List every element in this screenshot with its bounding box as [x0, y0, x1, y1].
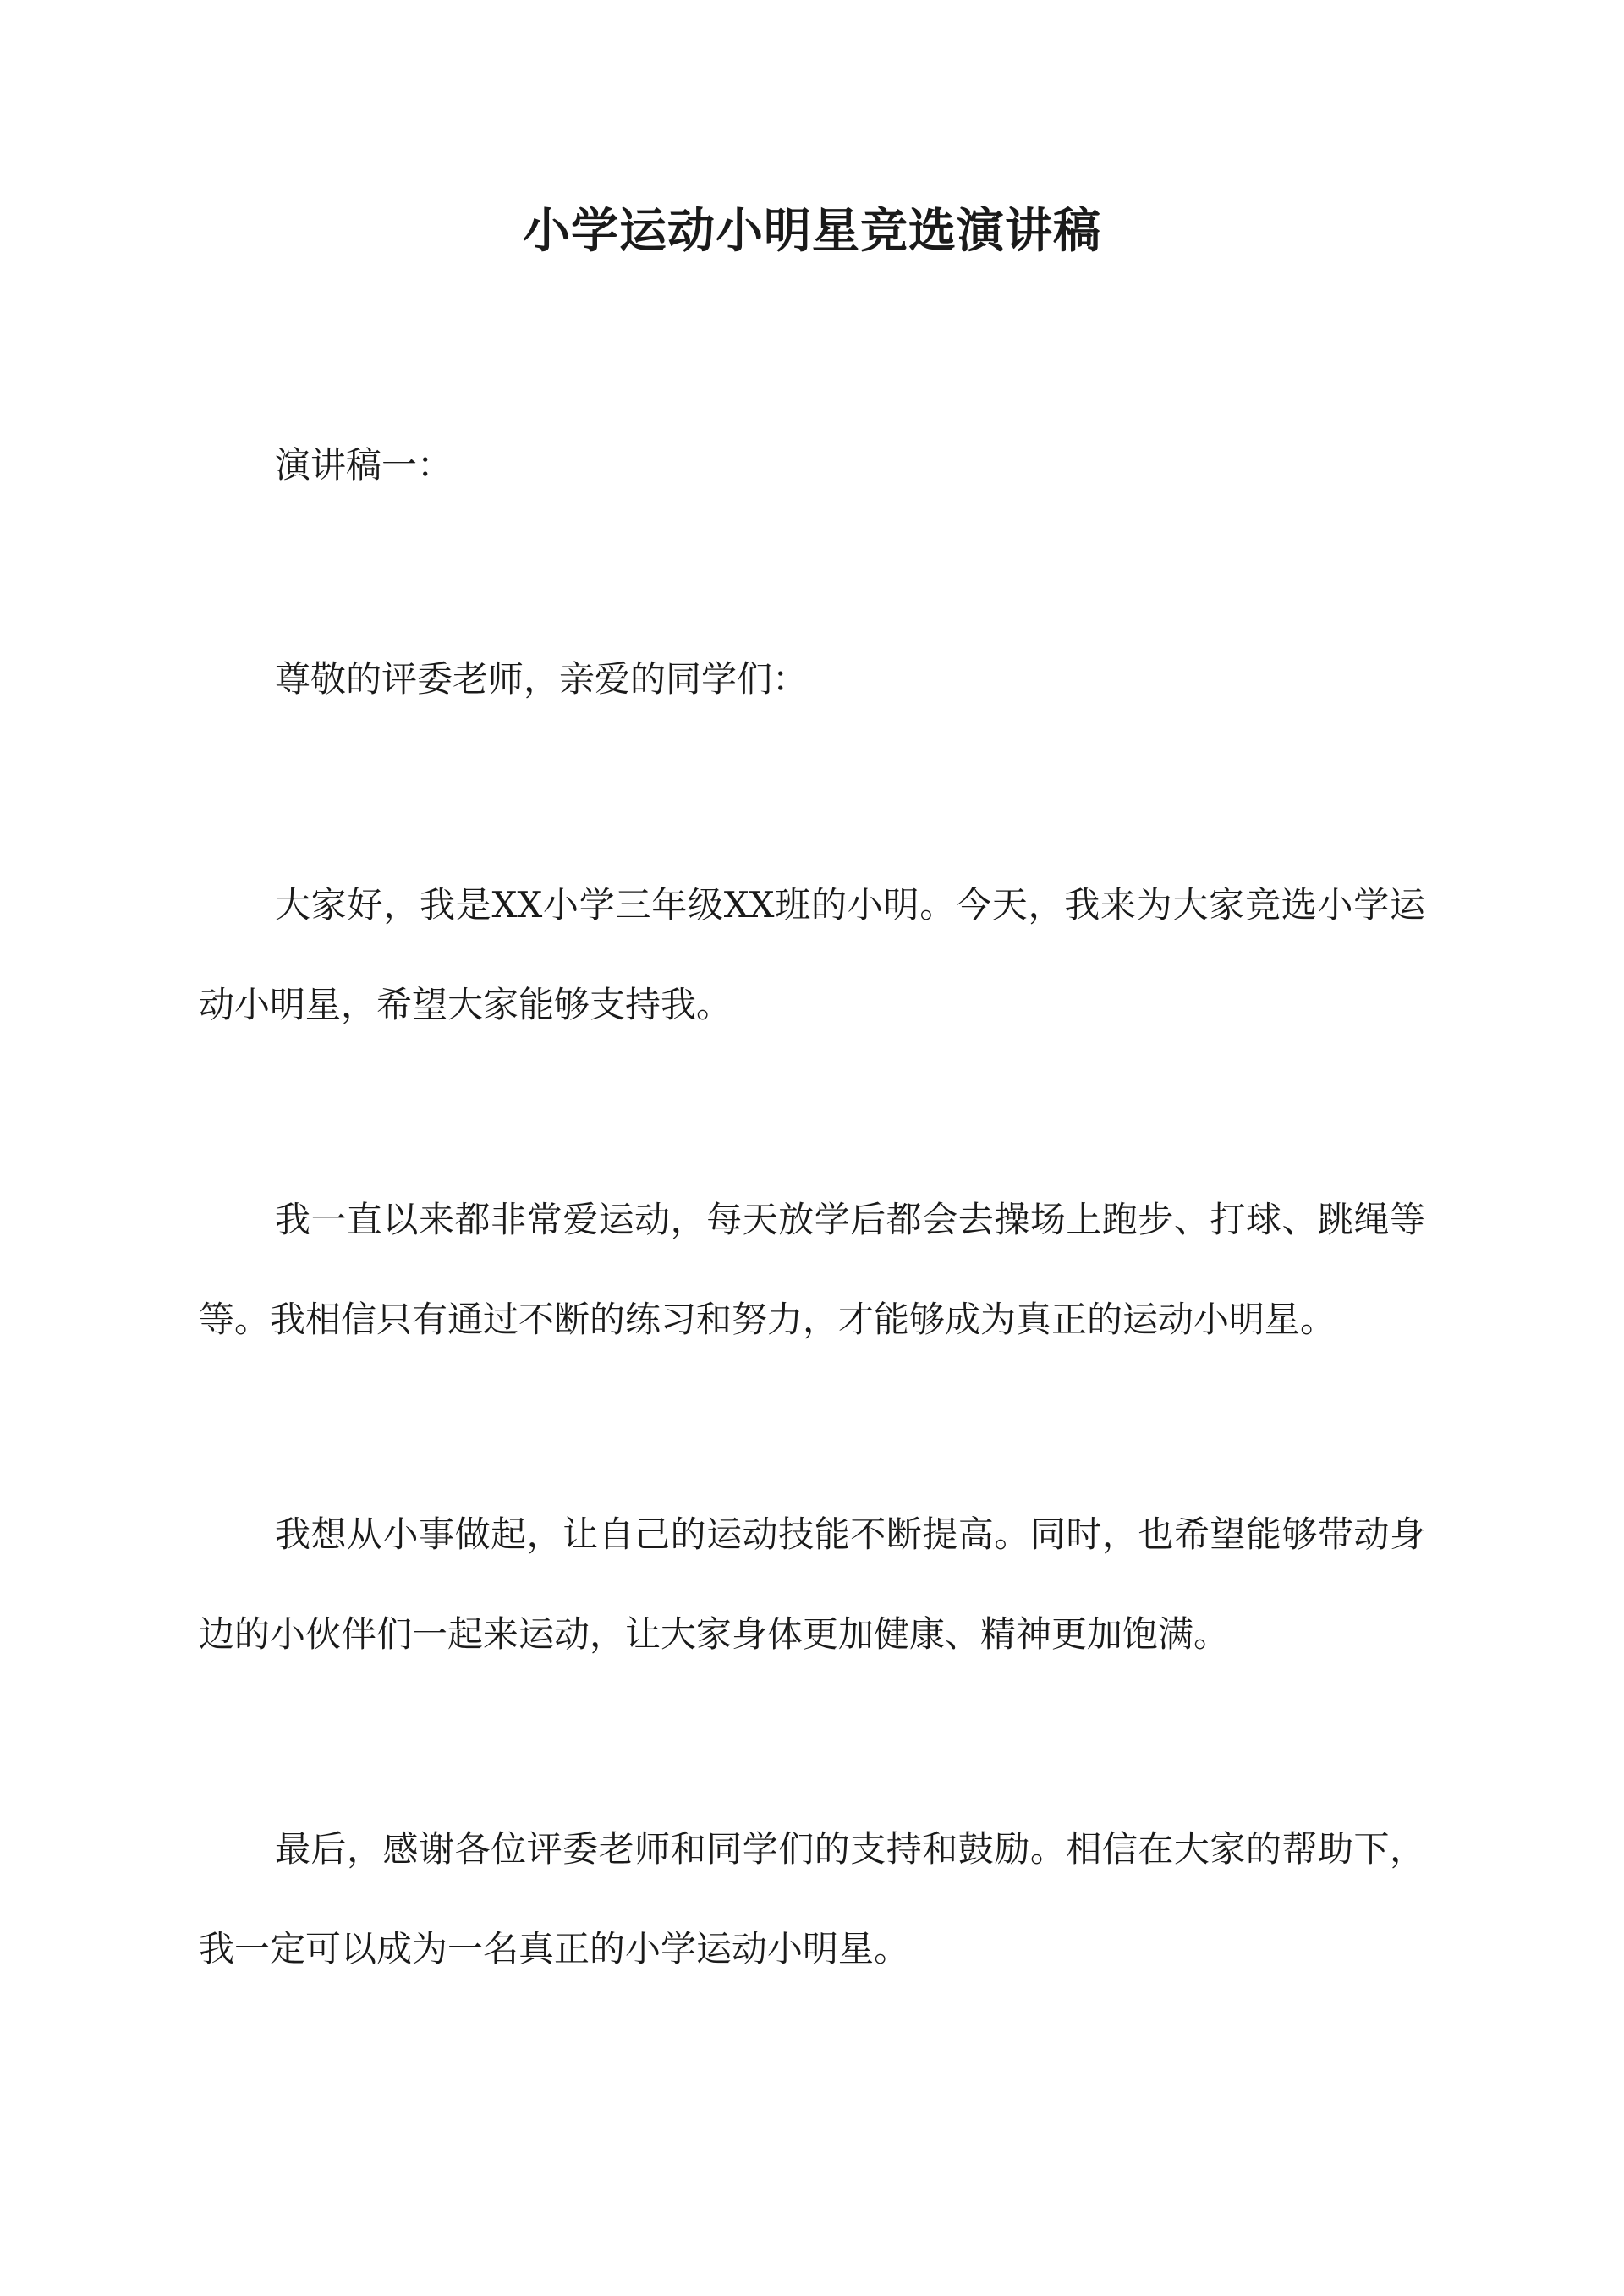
paragraph-closing: 最后，感谢各位评委老师和同学们的支持和鼓励。相信在大家的帮助下，我一定可以成为一名真正的小学运动小明星。: [199, 1828, 1425, 1969]
paragraph-intro: 大家好，我是XX小学三年级XX班的小明。今天，我来为大家竞选小学运动小明星，希望大家能够支持我。: [199, 884, 1425, 1025]
document-title: 小学运动小明星竞选演讲稿: [523, 203, 1101, 259]
section-heading: 演讲稿一：: [275, 444, 453, 486]
document-body: [199, 427, 1425, 2114]
salutation: 尊敬的评委老师，亲爱的同学们：: [275, 658, 809, 700]
paragraph-goals: 我想从小事做起，让自己的运动技能不断提高。同时，也希望能够带动身边的小伙伴们一起来运动，让大家身体更加健康、精神更加饱满。: [199, 1513, 1425, 1655]
paragraph-love-sports: 我一直以来都非常爱运动，每天放学后都会去操场上跑步、打球、跳绳等等。我相信只有通过不断的练习和努力，才能够成为真正的运动小明星。: [199, 1199, 1425, 1340]
